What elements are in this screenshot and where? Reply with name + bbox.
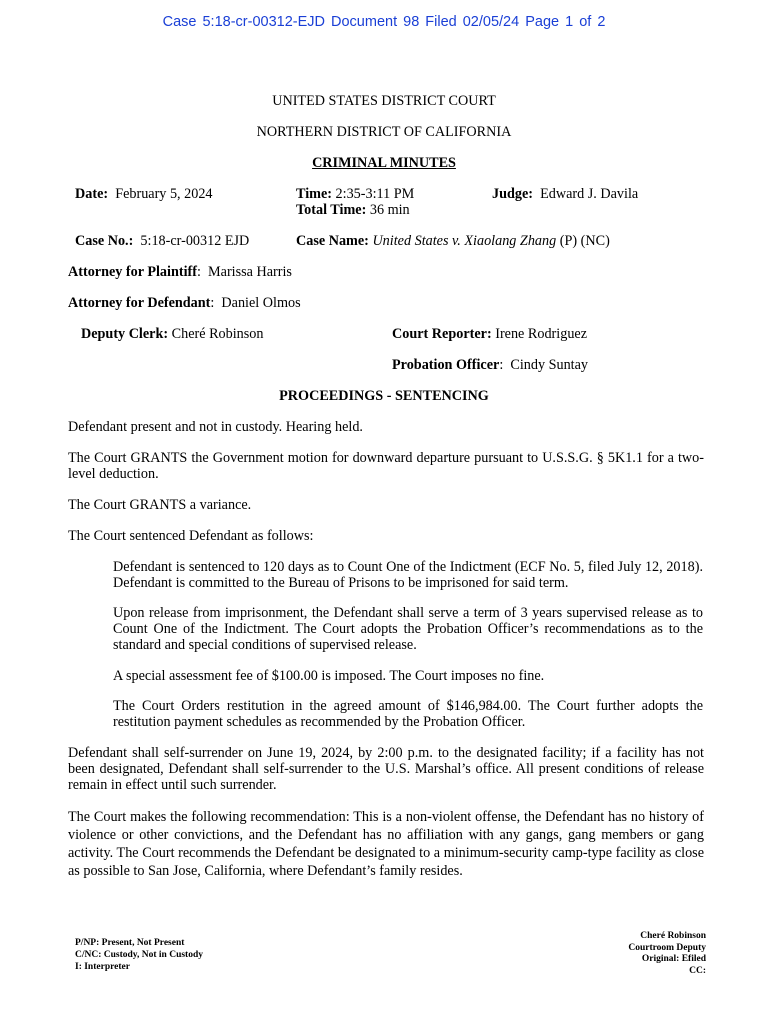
judge-value: Edward J. Davila: [540, 186, 639, 202]
attorney-defendant-label: Attorney for Defendant: [68, 295, 211, 311]
probation-officer-label: Probation Officer: [392, 357, 500, 373]
case-name-field: [296, 233, 610, 249]
probation-officer-field: Probation Officer: Cindy Suntay: [392, 357, 589, 373]
court-name: UNITED STATES DISTRICT COURT: [272, 93, 496, 109]
paragraph-hearing: Defendant present and not in custody. Hearing held.: [68, 419, 363, 435]
case-name-value: United States v. Xiaolang Zhang: [372, 233, 557, 249]
paragraph-surrender: Defendant shall self-surrender on June 19, 2024, by 2:00 p.m. to the designated facility; if a facility has not been designated, Defendant shall self-surrender to the U.S. Marshal’s office. All present conditions of release remain in effect until such surrender.: [68, 745, 704, 793]
case-header-stamp: Case 5:18-cr-00312-EJD Document 98 Filed 02/05/24 Page 1 of 2: [162, 14, 606, 30]
deputy-clerk-label: Deputy Clerk:: [81, 326, 169, 342]
paragraph-departure: The Court GRANTS the Government motion for downward departure pursuant to U.S.S.G. § 5K1.1 for a two-level deduction.: [68, 450, 704, 482]
district-name: NORTHERN DISTRICT OF CALIFORNIA: [256, 124, 512, 140]
legend-present: P/NP: Present, Not Present: [75, 938, 185, 948]
time-field: [296, 186, 414, 202]
attorney-plaintiff-label: Attorney for Plaintiff: [68, 264, 197, 280]
court-reporter-value: Irene Rodriguez: [495, 326, 588, 342]
paragraph-sentenced: The Court sentenced Defendant as follows:: [68, 528, 314, 544]
judge-label: Judge:: [492, 186, 533, 202]
legend-custody: C/NC: Custody, Not in Custody: [75, 950, 204, 960]
attorney-plaintiff-value: Marissa Harris: [208, 264, 292, 280]
total-time-field: [296, 202, 410, 218]
date-field: [75, 186, 213, 202]
clerk-name: Cheré Robinson: [640, 931, 706, 941]
case-number-value: 5:18-cr-00312 EJD: [140, 233, 250, 249]
document-title: CRIMINAL MINUTES: [312, 155, 456, 171]
deputy-clerk-field: [81, 326, 263, 342]
proceedings-title: PROCEEDINGS - SENTENCING: [279, 388, 489, 404]
sentence-supervised-release: Upon release from imprisonment, the Defendant shall serve a term of 3 years supervised release as to Count One of the Indictment. The Court adopts the Probation Officer’s recommendations as to the standard and special conditions of supervised release.: [113, 605, 703, 653]
probation-officer-value: Cindy Suntay: [510, 357, 589, 373]
attorney-defendant-field: Attorney for Defendant: Daniel Olmos: [68, 295, 301, 311]
legend-interpreter: I: Interpreter: [75, 962, 130, 972]
paragraph-recommendation: The Court makes the following recommendation: This is a non-violent offense, the Defendant has no history of violence or other convictions, and the Defendant has no affiliation with any gangs, gang members or gang activity. The Court recommends the Defendant be designated to a minimum-security camp-type facility as close as possible to San Jose, California, where Defendant’s family resides.: [68, 809, 704, 879]
date-label: Date:: [75, 186, 109, 202]
total-time-label: Total Time:: [296, 202, 367, 218]
paragraph-variance: The Court GRANTS a variance.: [68, 497, 252, 513]
total-time-value: 36 min: [369, 202, 410, 218]
judge-field: [492, 186, 638, 202]
cc-line: CC:: [689, 965, 706, 976]
sentence-custody: Defendant is sentenced to 120 days as to Count One of the Indictment (ECF No. 5, filed July 12, 2018). Defendant is committed to the Bureau of Prisons to be imprisoned for said term.: [113, 559, 703, 591]
attorney-plaintiff-field: Attorney for Plaintiff: Marissa Harris: [68, 264, 292, 280]
case-name-label: Case Name:: [296, 233, 369, 249]
time-value: 2:35-3:11 PM: [335, 186, 415, 202]
sentence-restitution: The Court Orders restitution in the agreed amount of $146,984.00. The Court further adopts the restitution payment schedules as recommended by the Probation Officer.: [113, 698, 703, 730]
deputy-clerk-value: Cheré Robinson: [171, 326, 264, 342]
court-reporter-field: [392, 326, 587, 342]
clerk-title: Courtroom Deputy: [628, 942, 706, 953]
case-number-label: Case No.:: [75, 233, 134, 249]
date-value: February 5, 2024: [115, 186, 213, 202]
attorney-defendant-value: Daniel Olmos: [221, 295, 301, 311]
footer-legend: [75, 937, 203, 973]
court-reporter-label: Court Reporter:: [392, 326, 492, 342]
footer-clerk-block: [628, 931, 706, 977]
time-label: Time:: [296, 186, 332, 202]
case-number-field: [75, 233, 249, 249]
case-name-suffix: (P) (NC): [559, 233, 610, 249]
original-status: Original: Efiled: [641, 954, 706, 964]
sentence-assessment: A special assessment fee of $100.00 is imposed. The Court imposes no fine.: [113, 668, 545, 684]
